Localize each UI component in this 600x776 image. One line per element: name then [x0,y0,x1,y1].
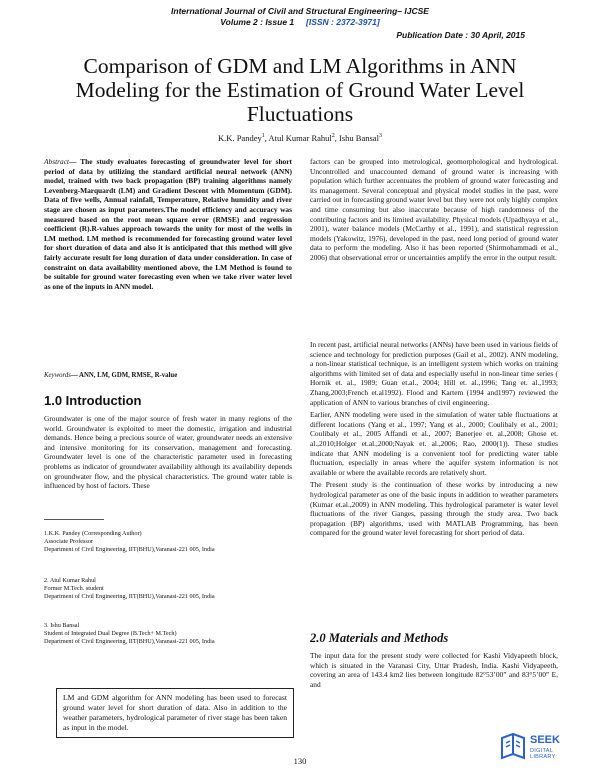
footnote-3-name: 3. Ishu Bansal [44,622,80,629]
highlight-box: LM and GDM algorithm for ANN modeling has been used to forecast ground water level for short duration of data. Also in addition to the weather parameters, hydrological parameter of river stage has been taken as input in the model. [56,688,294,738]
footnote-2-affiliation: Department of Civil Engineering, IIT(BHU),Varanasi-221 005, India [44,593,215,600]
footnote-1-role: Associate Professor [44,538,93,545]
journal-volume-line [0,17,600,28]
logo-title: SEEK [530,734,560,746]
abstract-dash: — [69,157,81,166]
footnote-3-role: Student of Integrated Dual Degree (B.Tech+ M.Tech) [44,630,177,637]
footnote-2-name: 2. Atul Kumar Rahul [44,577,96,584]
section-heading-materials-methods: 2.0 Materials and Methods [310,631,449,645]
keywords [44,371,292,380]
right-column-top [310,157,558,266]
journal-volume: Volume 2 : Issue 1 [220,17,295,27]
author-2: Atul Kumar Rahul [268,133,332,143]
footnote-2-role: Former M.Tech. student [44,585,104,592]
paper-title: Comparison of GDM and LM Algorithms in ANN Modeling for the Estimation of Ground Water Level Fluctuations [75,54,525,126]
seek-digital-library-logo [500,728,580,768]
materials-paragraph: The input data for the present study were collected for Kashi Vidyapeeth block, which is situated in the Varanasi City, Uttar Pradesh, India. Kashi Vidyapeeth, covering an area of 143.4 km2 lies between longitude 82°53’00” and 83°5’00” E, and [310,651,558,689]
footnote-2 [44,577,294,601]
keywords-label: Keywords [44,372,71,379]
abstract-text: The study evaluates forecasting of groundwater level for short period of data by utilizing the standard artificial neural network (ANN) model, trained with two back propagation (BP) training algorithms namely Levenberg-Marquardt (LM) and Gradient Descent with Momentum (GDM). Data of five wells, Annual rainfall, Temperature, Relative humidity and river stage are chosen as input parameters.The model efficiency and accuracy was measured based on the root mean square error (RMSE) and regression coefficient (R).R-values approach towards the unity for most of the wells in LM method. LM method is recommended for forecasting ground water level for short duration of data and also it is anticipated that this method will give fairly accurate result for long duration of data under consideration. In case of constraint on data availability mentioned above, the LM Method is found to be suitable for ground water forecasting even when we take river water level as one of the inputs in ANN model. [44,157,292,291]
footnote-1 [44,530,294,554]
page-number: 130 [293,756,307,766]
footnote-3-affiliation: Department of Civil Engineering, IIT(BHU),Varanasi-221 005, India [44,638,215,645]
abstract-label: Abstract [44,157,70,166]
journal-name: International Journal of Civil and Structural Engineering– IJCSE [171,6,429,16]
publication-date: Publication Date : 30 April, 2015 [396,30,525,40]
logo-subtitle: DIGITAL LIBRARY [530,748,556,760]
keywords-text: — ANN, LM, GDM, RMSE, R-value [70,372,178,379]
author-3: Ishu Bansal [339,133,379,143]
section-heading-introduction: 1.0 Introduction [44,393,142,408]
footnote-divider [44,519,104,520]
right-paragraph-3: Earlier, ANN modeling were used in the simulation of water table fluctuations at different locations (Yang et al., 1997; Yang et al., 2000; Coulibaly et al., 2001; Coulibaly et al., 2005 Affandi et al., 2007; Banerjee et. al.,2008; Ghose et. al.,2010;Holger et.al.,2000;Nayak et. al.,2006; Rao, 2000(1)). These studies indicate that ANN modeling is a convenient tool for predicting water table fluctuation, especially in areas where the aquifer system information is not available or where the available records are relatively short. [310,410,558,477]
footnote-1-affiliation: Department of Civil Engineering, IIT(BHU),Varanasi-221 005, India [44,546,215,553]
right-paragraph-1: factors can be grouped into metrological, geomorphological and hydrological. Uncontrolled and unaccounted demand of ground water is increasing with population which further accentuates the problem of ground water forecasting and its management. Several conceptual and physical model studies in the past, were carried out in forecasting ground water level but they were not only highly complex and time consuming but also inaccurate because of high randomness of the contributing factors and its limited availability. Physical models (Upadhyaya et al., 2001), water balance models (McCarthy et al., 1991), and statistical regression models (Yakowitz, 1976), developed in the past, need long period of ground water data to perform the modeling. Also it has been reported (Shirmohammadi et al., 2006) that observational error or uncertainties amplify the error in the output result. [310,157,558,262]
footnote-3 [44,622,294,646]
right-paragraph-2: In recent past, artificial neural networks (ANNs) have been used in various fields of science and technology for prediction purposes (Gail et al., 2002). ANN modeling, a non-linear statistical technique, is an intelligent system which works on training algorithms with limited set of data and especially useful in non-linear time series ( Hornik et. al., 1989; Guan et.al., 2004; Hill et. al.,1996; Tang et. al.,1993; Zhang,2003;French et.al1992). Flood and Kartem (1994 and1997) reviewed the application of ANN to various branches of civil engineering. [310,340,558,407]
right-column-body [310,340,558,541]
author-3-mark: 3 [378,133,382,140]
right-paragraph-4: The Present study is the continuation of these works by introducing a new hydrological parameter as one of the basic inputs in addition to weather parameters (Kumar et.al.,2009) in ANN modeling. This hydrological parameter is water level fluctuations of the river Ganges, passing through the study area. Two back propagation (BP) algorithms, used with MATLAB Programming, has been compared for the ground water level forecasting for short period of data. [310,480,558,538]
author-separator: , [334,133,340,143]
footnote-1-name: 1.K.K. Pandey (Corresponding Author) [44,530,142,537]
author-2-mark: 2 [331,133,335,140]
author-separator: , [264,133,269,143]
book-icon [500,732,526,762]
journal-issn: [ISSN : 2372-3971] [306,17,380,27]
introduction-paragraph: Groundwater is one of the major source of fresh water in many regions of the world. Groundwater is exploited to meet the domestic, irrigation and industrial demands. Hence being a precious source of water, groundwater needs an extensive and intensive monitoring for its conservation, management and forecasting. Groundwater level is one of the characteristic parameter used in forecasting problems as indicator of groundwater availability although its availability depends on groundwater flow, and the physical characteristics. The ground water table is influenced by host of factors. These [44,414,292,491]
author-1-mark: 1 [261,133,265,140]
journal-header [0,6,600,28]
author-line [0,133,600,143]
abstract [44,157,292,291]
author-1: K.K. Pandey [218,133,262,143]
